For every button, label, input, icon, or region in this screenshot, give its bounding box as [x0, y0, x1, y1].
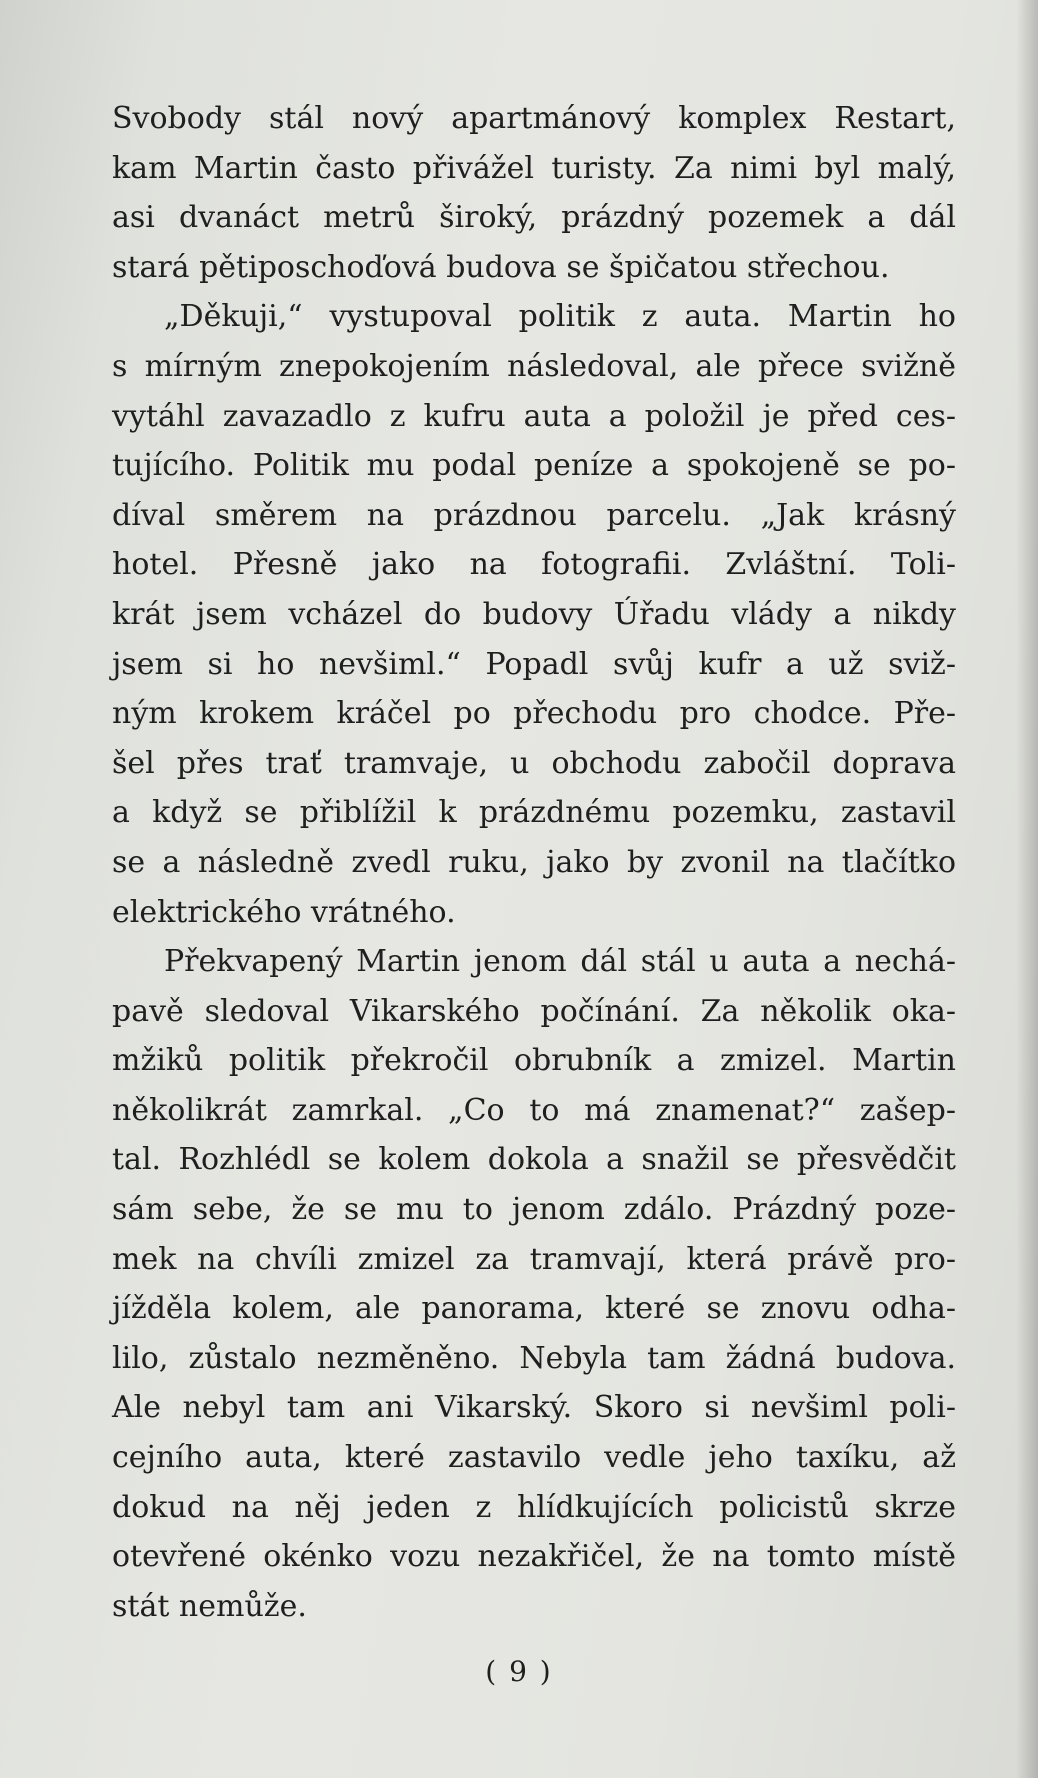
text-line: s mírným znepokojením následoval, ale přece svižně	[112, 348, 956, 384]
text-line: tal. Rozhlédl se kolem dokola a snažil se přesvědčit	[112, 1142, 956, 1178]
text-line: „Děkuji,“ vystupoval politik z auta. Martin ho	[164, 299, 956, 335]
text-line: šel přes trať tramvaje, u obchodu zabočil doprava	[112, 745, 956, 781]
text-line: otevřené okénko vozu nezakřičel, že na tomto místě	[112, 1539, 956, 1575]
text-line: jsem si ho nevšiml.“ Popadl svůj kufr a už sviž-	[112, 646, 956, 682]
text-line: cejního auta, které zastavilo vedle jeho taxíku, až	[112, 1440, 956, 1476]
text-line: mek na chvíli zmizel za tramvají, která právě pro-	[112, 1241, 956, 1277]
text-line: tujícího. Politik mu podal peníze a spokojeně se po-	[112, 448, 956, 484]
text-line: krát jsem vcházel do budovy Úřadu vlády a nikdy	[112, 596, 956, 632]
text-line: se a následně zvedl ruku, jako by zvonil na tlačítko	[112, 844, 956, 880]
text-line: hotel. Přesně jako na fotografii. Zvláštní. Toli-	[112, 547, 956, 583]
text-line: vytáhl zavazadlo z kufru auta a položil je před ces-	[112, 398, 956, 434]
text-line: kam Martin často přivážel turisty. Za nimi byl malý,	[112, 150, 956, 186]
text-line: elektrického vrátného.	[112, 894, 456, 930]
text-line: asi dvanáct metrů široký, prázdný pozemek a dál	[112, 200, 956, 236]
text-line: jížděla kolem, ale panorama, které se znovu odha-	[112, 1291, 956, 1327]
page-number: ( 9 )	[485, 1655, 553, 1688]
text-line: stará pětiposchoďová budova se špičatou střechou.	[112, 249, 890, 285]
text-line: mžiků politik překročil obrubník a zmizel. Martin	[112, 1043, 956, 1079]
text-line: dokud na něj jeden z hlídkujících policistů skrze	[112, 1489, 956, 1525]
text-line: několikrát zamrkal. „Co to má znamenat?“ zašep-	[112, 1092, 956, 1128]
text-line: pavě sledoval Vikarského počínání. Za několik oka-	[112, 993, 956, 1029]
text-line: Svobody stál nový apartmánový komplex Restart,	[112, 101, 956, 136]
body-text	[112, 94, 956, 1631]
text-line: stát nemůže.	[112, 1588, 307, 1624]
text-line: a když se přiblížil k prázdnému pozemku, zastavil	[112, 795, 956, 831]
page-edge-shadow	[1016, 0, 1038, 1778]
text-line: díval směrem na prázdnou parcelu. „Jak krásný	[112, 497, 956, 533]
text-line: sám sebe, že se mu to jenom zdálo. Prázdný poze-	[112, 1192, 956, 1228]
text-line: ným krokem kráčel po přechodu pro chodce. Pře-	[112, 696, 956, 732]
text-line: Ale nebyl tam ani Vikarský. Skoro si nevšiml poli-	[112, 1390, 956, 1426]
text-line: Překvapený Martin jenom dál stál u auta a nechá-	[164, 944, 956, 980]
text-line: lilo, zůstalo nezměněno. Nebyla tam žádná budova.	[112, 1340, 956, 1376]
